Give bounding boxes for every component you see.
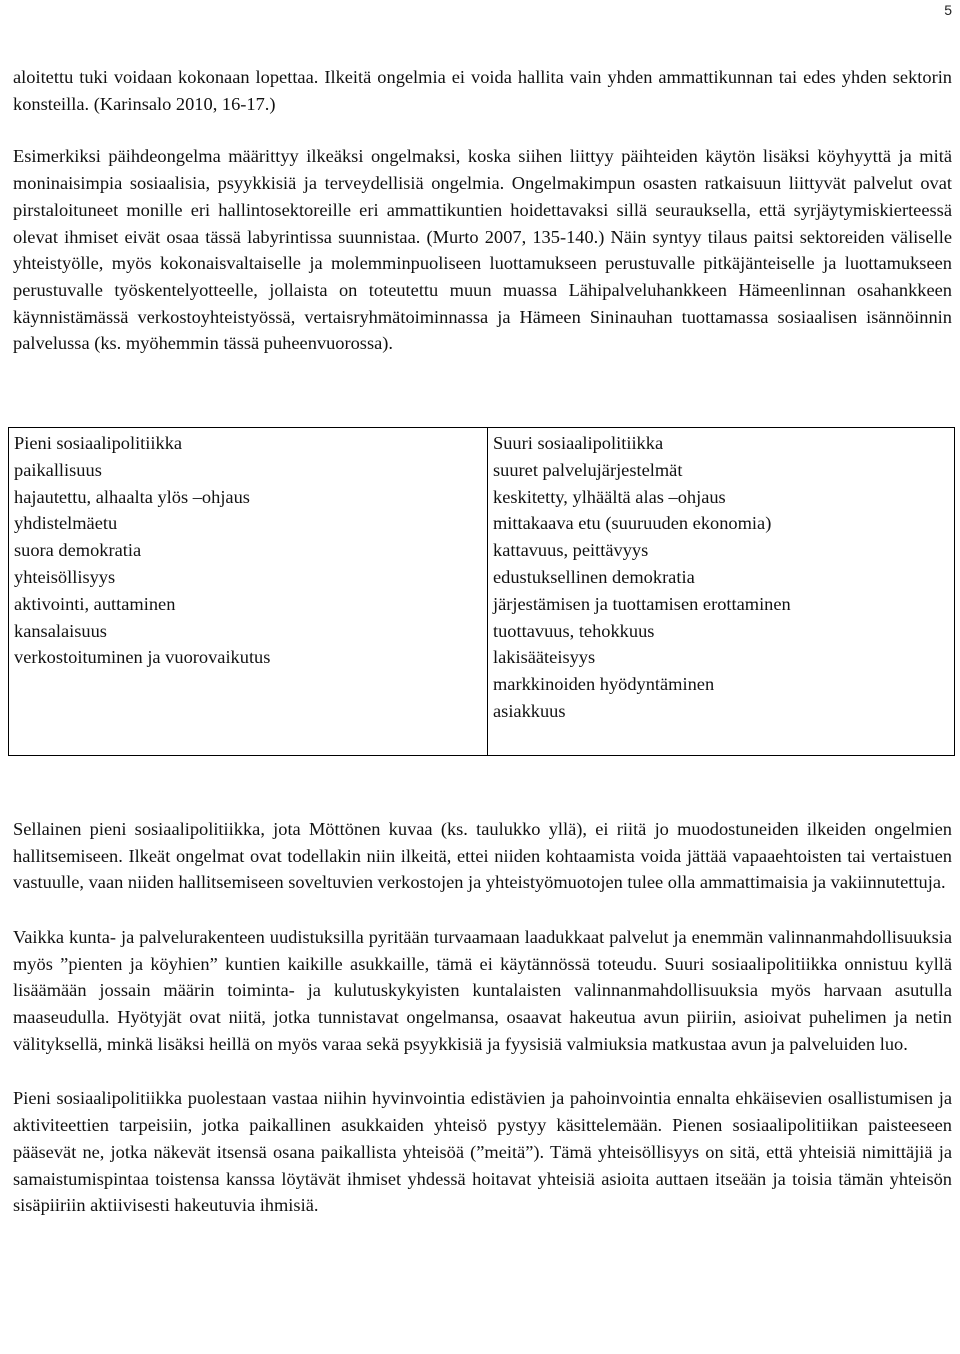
paragraph-after-3: Pieni sosiaalipolitiikka puolestaan vastaa niihin hyvinvointia edistävien ja pahoinvointia ennalta ehkäisevien osallistumisen ja aktiviteettien tarpeisiin, jotka paikallinen asukkaiden yhteisö pystyy käsittelemään. Pienen sosiaalipolitiikan paisteeseen pääsevät ne, jotka näkevät itsensä osana paikallista yhteisöä (”meitä”). Tämä yhteisöllisyys on sitä, että yhteisiä nimittäjiä ja samaistumispintaa toistensa kanssa löytävät ihmiset yhdessä hoitavat yhteisiä asioita auttaen itseään ja toisia tämän yhteisön sisäpiiriin aktiivisesti hakeutuvia ihmisiä. xyxy=(13,1088,952,1216)
list-item: tuottavuus, tehokkuus xyxy=(493,620,655,641)
list-item: kattavuus, peittävyys xyxy=(493,540,649,561)
list-item: verkostoituminen ja vuorovaikutus xyxy=(14,647,271,668)
paragraph-intro-2: Esimerkiksi päihdeongelma määrittyy ilkeäksi ongelmaksi, koska siihen liittyy päihteiden käytön lisäksi köyhyyttä ja mitä moninaisimpia sosiaalisia, psyykkisiä ja terveydellisiä ongelmia. Ongelmakimpun osasten ratkaisuun liittyvät palvelut ovat pirstaloituneet monille eri hallintosektoreille eri ammattikuntien hoidettavaksi sillä seurauksella, että syrjäytymiskierteessä olevat ihmiset eivät osaa tässä labyrintissa suunnistaa. (Murto 2007, 135-140.) Näin syntyy tilaus paitsi sektoreiden väliselle yhteistyölle, myös kokonaisvaltaiselle ja molemminpuoliseen luottamukseen perustuvalle pitkäjänteiselle ja luottamukseen perustuvalle työskentelyotteelle, jollaista on toteutettu muun muassa Lähipalveluhankkeen Hämeenlinnan osahankkeen käynnistämässä verkostoyhteistyössä, vertaisryhmätoiminnassa ja Hämeen Sininauhan tuottamassa sosiaalisen isännöinnin palvelussa (ks. myöhemmin tässä puheenvuorossa). xyxy=(13,146,952,354)
list-item: suuret palvelujärjestelmät xyxy=(493,459,683,480)
paragraph-after-2: Vaikka kunta- ja palvelurakenteen uudistuksilla pyritään turvaamaan laadukkaat palvelut ja enemmän valinnanmahdollisuuksia myös ”pienten ja köyhien” kuntien kaikille asukkaille, tämä ei käytännössä toteudu. Suuri sosiaalipolitiikka onnistuu kyllä lisäämään jossain määrin toiminta- ja kulutuskykyisten kuntalaisten valinnanmahdollisuuksia myös harvaan asutulla maaseudulla. Hyötyjät ovat niitä, jotka tunnistavat ongelmansa, osaavat hakeutua avun piiriin, asioivat puhelimen ja netin välityksellä, minkä lisäksi heillä on myös varaa sekä psyykkisiä ja fyysisiä valmiuksia matkustaa avun ja palveluiden luo. xyxy=(13,926,952,1054)
list-item: edustuksellinen demokratia xyxy=(493,567,695,588)
table-row xyxy=(9,428,955,756)
small-social-policy-heading: Pieni sosiaalipolitiikka xyxy=(14,433,183,454)
list-item: yhdistelmäetu xyxy=(14,513,118,534)
large-social-policy-column xyxy=(488,428,955,756)
paragraph-after-1: Sellainen pieni sosiaalipolitiikka, jota Möttönen kuvaa (ks. taulukko yllä), ei riitä jo muodostuneiden ilkeiden ongelmien hallitsemiseen. Ilkeät ongelmat ovat todellakin niin ilkeitä, ettei niiden kohtaamista voida jättää vapaaehtoisten tai vertaistuen vastuulle, vaan niiden hallitsemiseen soveltuvien verkostojen ja yhteistyömuotojen tulee olla ammattimaisia ja vakiinnutettuja. xyxy=(13,818,952,893)
large-social-policy-heading: Suuri sosiaalipolitiikka xyxy=(493,433,664,454)
small-social-policy-column xyxy=(9,428,488,756)
paragraph-intro-1: aloitettu tuki voidaan kokonaan lopettaa. Ilkeitä ongelmia ei voida hallita vain yhden ammattikunnan tai edes yhden sektorin konsteilla. (Karinsalo 2010, 16-17.) xyxy=(13,67,952,114)
list-item: asiakkuus xyxy=(493,701,566,721)
list-item: lakisääteisyys xyxy=(493,647,596,668)
list-item: kansalaisuus xyxy=(14,620,107,641)
list-item: aktivointi, auttaminen xyxy=(14,593,176,614)
page-number: 5 xyxy=(944,2,952,18)
list-item: paikallisuus xyxy=(14,459,102,480)
list-item: suora demokratia xyxy=(14,540,142,561)
comparison-table xyxy=(8,427,955,756)
list-item: yhteisöllisyys xyxy=(14,567,116,588)
document-body xyxy=(13,64,952,1219)
list-item: mittakaava etu (suuruuden ekonomia) xyxy=(493,513,772,534)
list-item: hajautettu, alhaalta ylös –ohjaus xyxy=(14,486,250,507)
list-item: järjestämisen ja tuottamisen erottaminen xyxy=(493,593,791,614)
list-item: keskitetty, ylhäältä alas –ohjaus xyxy=(493,486,726,507)
list-item: markkinoiden hyödyntäminen xyxy=(493,674,715,695)
